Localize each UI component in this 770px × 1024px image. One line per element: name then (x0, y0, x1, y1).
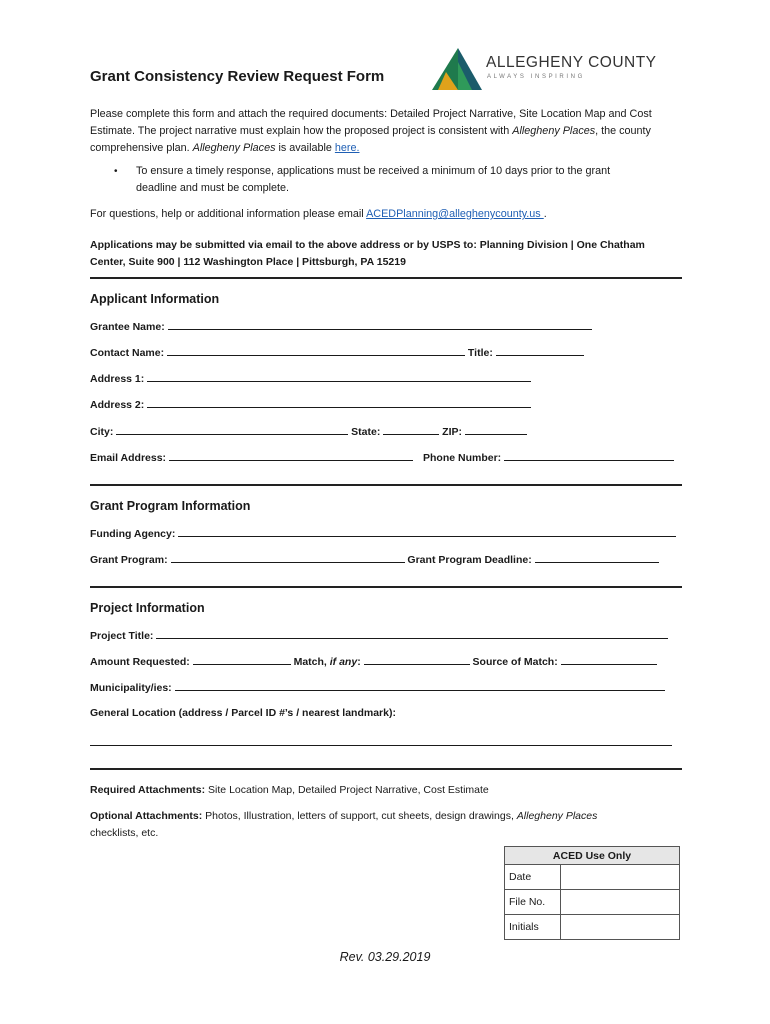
program-heading: Grant Program Information (90, 499, 251, 513)
address-1-field[interactable]: Address 1: (90, 372, 531, 385)
submission-instructions: Applications may be submitted via email to the above address or by USPS to: Planning Division | One Chatham Center, Suite 900 | 112 Washington Place | Pittsburgh, PA 15219 (90, 239, 645, 268)
amount-match-field[interactable]: Amount Requested: Match, if any: Source of Match: (90, 655, 657, 668)
aced-use-only-table (504, 846, 680, 940)
aced-row-initials: Initials (505, 915, 680, 940)
aced-row-file-no: File No. (505, 890, 680, 915)
grant-program-field[interactable]: Grant Program: Grant Program Deadline: (90, 553, 659, 566)
intro-paragraph: Please complete this form and attach the required documents: Detailed Project Narrative, Site Location Map and Cost Estimate. The project narrative must explain how the proposed project is consistent with Allegheny Places, the county comprehensive plan. Allegheny Places is available here. (90, 108, 652, 154)
project-heading: Project Information (90, 601, 205, 615)
page-title: Grant Consistency Review Request Form (90, 68, 385, 85)
municipality-field[interactable]: Municipality/ies: (90, 681, 665, 694)
questions-line: For questions, help or additional information please email ACEDPlanning@alleghenycounty.us . (90, 208, 547, 220)
address-2-field[interactable]: Address 2: (90, 398, 531, 411)
applicant-heading: Applicant Information (90, 292, 220, 306)
contact-name-field[interactable]: Contact Name: Title: (90, 346, 584, 359)
city-state-zip-field[interactable]: City: State: ZIP: (90, 425, 527, 438)
aced-table-header: ACED Use Only (505, 847, 680, 865)
section-divider (90, 484, 682, 486)
aced-date-cell[interactable] (561, 865, 680, 890)
section-divider (90, 277, 682, 279)
required-attachments: Required Attachments: Site Location Map, Detailed Project Narrative, Cost Estimate (90, 784, 489, 796)
logo-tagline: ALWAYS INSPIRING (487, 74, 585, 80)
grantee-name-field[interactable]: Grantee Name: (90, 320, 592, 333)
section-divider (90, 586, 682, 588)
aced-initials-cell[interactable] (561, 915, 680, 940)
general-location-label: General Location (address / Parcel ID #’s / nearest landmark): (90, 707, 396, 719)
logo-name: ALLEGHENY COUNTY (486, 54, 657, 71)
here-link[interactable]: here. (334, 142, 360, 154)
bullet-icon: • (114, 166, 118, 177)
optional-attachments: Optional Attachments: Photos, Illustration, letters of support, cut sheets, design drawings, Allegheny Places checklists, etc. (90, 810, 598, 839)
aced-file-no-cell[interactable] (561, 890, 680, 915)
aced-row-date: Date (505, 865, 680, 890)
revision-date: Rev. 03.29.2019 (339, 950, 431, 964)
email-phone-field[interactable]: Email Address: Phone Number: (90, 451, 674, 464)
project-title-field[interactable]: Project Title: (90, 629, 668, 642)
general-location-input[interactable] (90, 738, 672, 746)
funding-agency-field[interactable]: Funding Agency: (90, 527, 676, 540)
timely-response-note: To ensure a timely response, applications must be received a minimum of 10 days prior to the grant deadline and must be complete. (136, 165, 611, 194)
email-link[interactable]: ACEDPlanning@alleghenycounty.us (366, 208, 544, 220)
section-divider (90, 768, 682, 770)
triangle-logo-icon (432, 48, 484, 92)
county-logo (432, 48, 682, 92)
